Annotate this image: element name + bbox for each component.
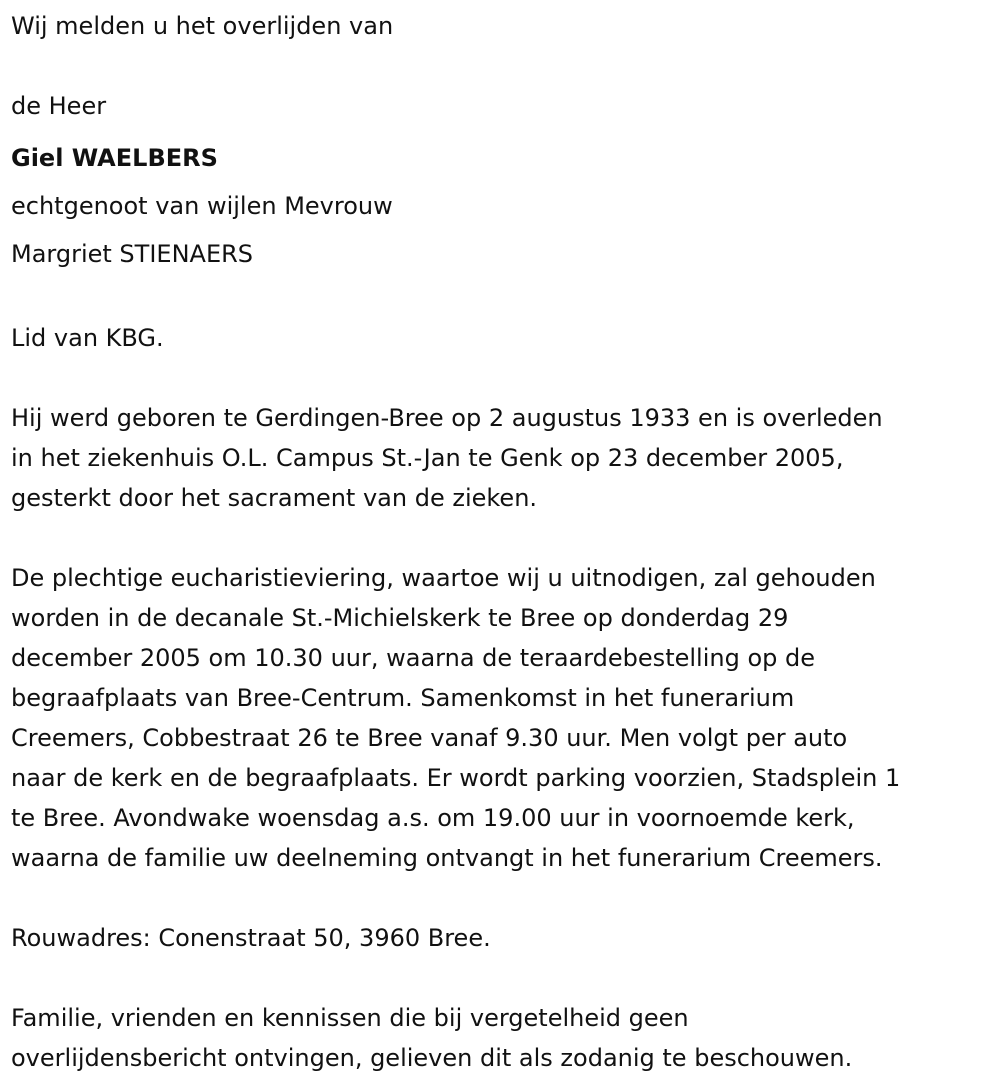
- spouse-line: echtgenoot van wijlen Mevrouw: [11, 192, 393, 220]
- paragraph-line: naar de kerk en de begraafplaats. Er wordt parking voorzien, Stadsplein 1: [11, 764, 901, 792]
- paragraph-line: De plechtige eucharistieviering, waartoe wij u uitnodigen, zal gehouden: [11, 564, 876, 592]
- membership-line: Lid van KBG.: [11, 324, 164, 352]
- spouse-name: Margriet STIENAERS: [11, 240, 254, 268]
- address-line: Rouwadres: Conenstraat 50, 3960 Bree.: [11, 924, 491, 952]
- paragraph-line: Familie, vrienden en kennissen die bij vergetelheid geen: [11, 1004, 689, 1032]
- title-line: de Heer: [11, 92, 107, 120]
- birth-death-paragraph: [11, 398, 996, 518]
- paragraph-line: december 2005 om 10.30 uur, waarna de teraardebestelling op de: [11, 644, 815, 672]
- paragraph-line: gesterkt door het sacrament van de zieken.: [11, 484, 538, 512]
- funeral-paragraph: [11, 558, 996, 878]
- intro-line: Wij melden u het overlijden van: [11, 12, 394, 40]
- obituary-document: [11, 6, 996, 1078]
- paragraph-line: waarna de familie uw deelneming ontvangt in het funerarium Creemers.: [11, 844, 883, 872]
- paragraph-line: Hij werd geboren te Gerdingen-Bree op 2 augustus 1933 en is overleden: [11, 404, 883, 432]
- paragraph-line: in het ziekenhuis O.L. Campus St.-Jan te Genk op 23 december 2005,: [11, 444, 844, 472]
- paragraph-line: worden in de decanale St.-Michielskerk te Bree op donderdag 29: [11, 604, 789, 632]
- closing-paragraph: [11, 998, 996, 1078]
- paragraph-line: begraafplaats van Bree-Centrum. Samenkomst in het funerarium: [11, 684, 795, 712]
- deceased-name: Giel WAELBERS: [11, 144, 218, 172]
- paragraph-line: Creemers, Cobbestraat 26 te Bree vanaf 9.30 uur. Men volgt per auto: [11, 724, 848, 752]
- paragraph-line: overlijdensbericht ontvingen, gelieven dit als zodanig te beschouwen.: [11, 1044, 853, 1072]
- paragraph-line: te Bree. Avondwake woensdag a.s. om 19.00 uur in voornoemde kerk,: [11, 804, 855, 832]
